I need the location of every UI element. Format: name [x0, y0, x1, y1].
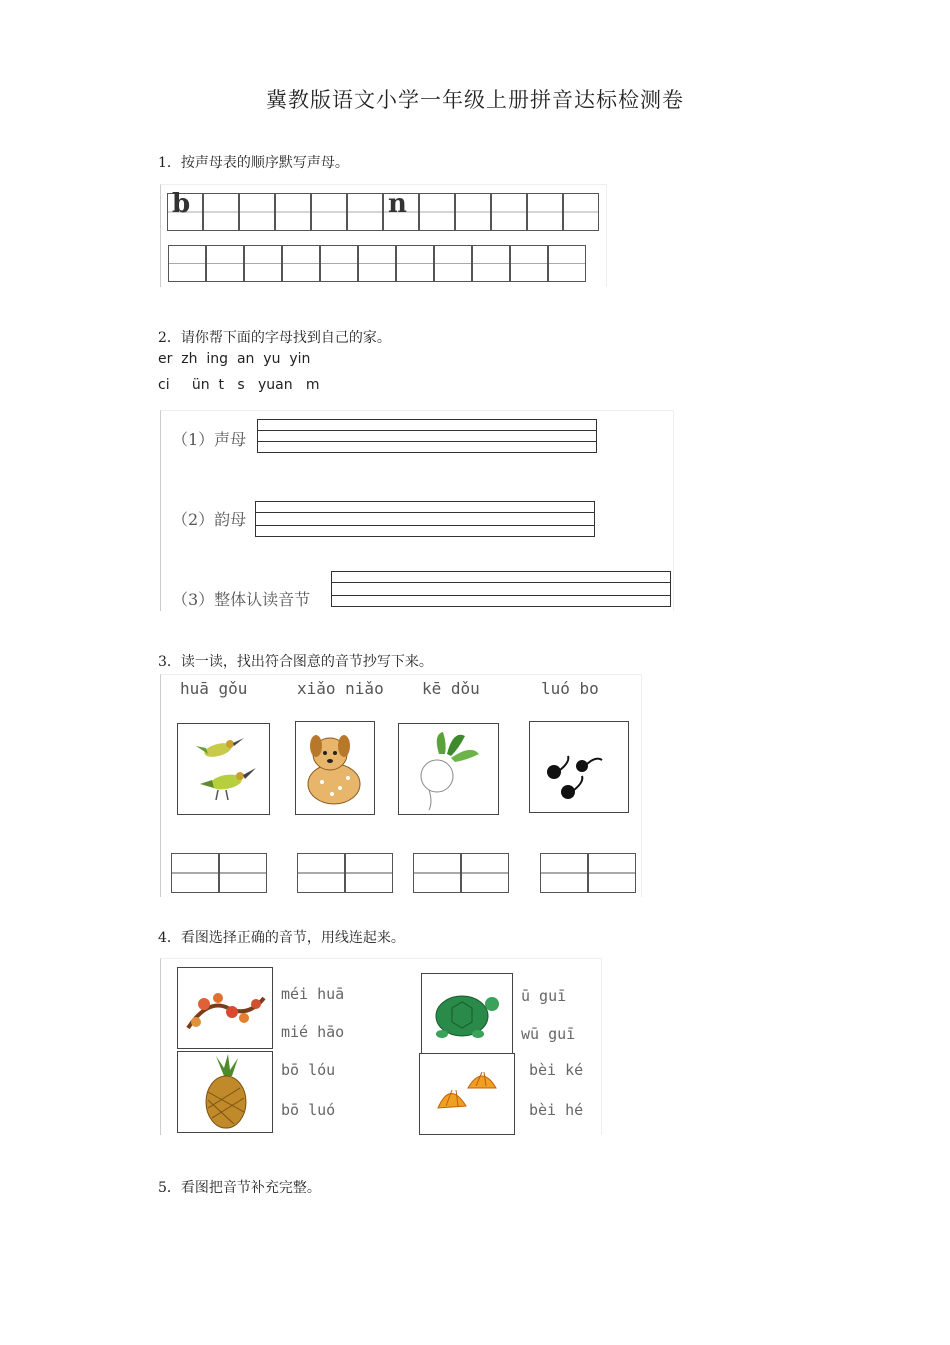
- q3-pinyin-1: huā gǒu: [180, 679, 248, 698]
- q1-cell[interactable]: [527, 193, 563, 231]
- q3-panel: [160, 674, 642, 897]
- turtle-icon: [422, 974, 511, 1053]
- q3-radish-picture: [398, 723, 499, 815]
- q1-cell[interactable]: [168, 245, 206, 282]
- q3-answer-box-1[interactable]: [171, 853, 267, 893]
- q1-cell[interactable]: [203, 193, 239, 231]
- q1-cell[interactable]: [563, 193, 599, 231]
- q1-cell[interactable]: [396, 245, 434, 282]
- q1-cell[interactable]: [472, 245, 510, 282]
- q1-cell[interactable]: [383, 189, 419, 231]
- q2-label-whole-syllables: （3）整体认读音节: [172, 590, 311, 609]
- q4-turtle-picture[interactable]: [421, 973, 513, 1055]
- question-3-prompt: 3．读一读，找出符合图意的音节抄写下来。: [158, 654, 433, 670]
- q1-cell[interactable]: [282, 245, 320, 282]
- q2-label-finals: （2）韵母: [172, 510, 247, 529]
- q3-answer-box-4[interactable]: [540, 853, 636, 893]
- q2-answer-lines-initials[interactable]: [257, 419, 597, 453]
- q1-cell[interactable]: [548, 245, 586, 282]
- question-1-prompt: 1．按声母表的顺序默写声母。: [158, 155, 349, 171]
- q1-cell[interactable]: [347, 193, 383, 231]
- question-5-prompt: 5．看图把音节补充完整。: [158, 1180, 321, 1196]
- q1-grid-row-1: [167, 189, 599, 231]
- q3-cell[interactable]: [171, 853, 219, 893]
- q3-cell[interactable]: [413, 853, 461, 893]
- q1-grid-row-2: [168, 245, 586, 282]
- q4-option-3b[interactable]: wū guī: [521, 1025, 576, 1043]
- q1-cell[interactable]: [275, 193, 311, 231]
- q1-cell[interactable]: [358, 245, 396, 282]
- plum-blossom-icon: [178, 968, 271, 1047]
- q4-option-1a[interactable]: méi huā: [281, 985, 345, 1003]
- q4-option-4b[interactable]: bèi hé: [529, 1101, 584, 1119]
- q3-answer-box-2[interactable]: [297, 853, 393, 893]
- q1-cell[interactable]: [167, 189, 203, 231]
- q3-pinyin-3: kē dǒu: [422, 679, 480, 698]
- q1-cell[interactable]: [206, 245, 244, 282]
- q3-dog-picture: [295, 721, 375, 815]
- page-title: 冀教版语文小学一年级上册拼音达标检测卷: [266, 88, 684, 112]
- q2-panel: [160, 410, 674, 611]
- q3-answer-box-3[interactable]: [413, 853, 509, 893]
- question-2-prompt: 2．请你帮下面的字母找到自己的家。: [158, 330, 391, 346]
- q1-cell[interactable]: [419, 193, 455, 231]
- tadpole-icon: [530, 722, 627, 811]
- q4-option-4a[interactable]: bèi ké: [529, 1061, 584, 1079]
- q1-cell-letter-n: n: [388, 189, 407, 219]
- q1-cell[interactable]: [510, 245, 548, 282]
- q4-panel: [160, 958, 602, 1135]
- q1-cell[interactable]: [239, 193, 275, 231]
- q1-cell[interactable]: [434, 245, 472, 282]
- shell-icon: [420, 1054, 513, 1133]
- question-4-prompt: 4．看图选择正确的音节，用线连起来。: [158, 930, 405, 946]
- radish-icon: [399, 724, 497, 813]
- q4-option-2b[interactable]: bō luó: [281, 1101, 336, 1119]
- q2-letters-line-2: ci ün t s yuan m: [158, 377, 320, 393]
- q2-answer-lines-whole-syllables[interactable]: [331, 571, 671, 607]
- q4-pineapple-picture[interactable]: [177, 1051, 273, 1133]
- q4-option-1b[interactable]: mié hāo: [281, 1023, 345, 1041]
- q1-cell[interactable]: [311, 193, 347, 231]
- q3-pinyin-4: luó bo: [541, 679, 599, 698]
- q2-answer-lines-finals[interactable]: [255, 501, 595, 537]
- q2-letters-line-1: er zh ing an yu yin: [158, 351, 311, 367]
- q3-cell[interactable]: [461, 853, 509, 893]
- q3-cell[interactable]: [540, 853, 588, 893]
- q4-shell-picture[interactable]: [419, 1053, 515, 1135]
- q1-cell[interactable]: [491, 193, 527, 231]
- q4-plum-blossom-picture[interactable]: [177, 967, 273, 1049]
- dog-icon: [296, 722, 373, 813]
- pineapple-icon: [178, 1052, 271, 1131]
- q3-cell[interactable]: [219, 853, 267, 893]
- q2-label-initials: （1）声母: [172, 430, 247, 449]
- q1-cell[interactable]: [244, 245, 282, 282]
- q1-cell[interactable]: [455, 193, 491, 231]
- q3-cell[interactable]: [588, 853, 636, 893]
- q1-cell[interactable]: [320, 245, 358, 282]
- q3-bird-picture: [177, 723, 270, 815]
- q3-pinyin-2: xiǎo niǎo: [297, 679, 384, 698]
- q3-cell[interactable]: [345, 853, 393, 893]
- q1-cell-letter-b: b: [172, 189, 191, 219]
- q4-option-2a[interactable]: bō lóu: [281, 1061, 336, 1079]
- bird-icon: [178, 724, 268, 813]
- q4-option-3a[interactable]: ū guī: [521, 987, 567, 1005]
- q3-tadpole-picture: [529, 721, 629, 813]
- q1-grid-panel: [160, 184, 607, 287]
- q3-cell[interactable]: [297, 853, 345, 893]
